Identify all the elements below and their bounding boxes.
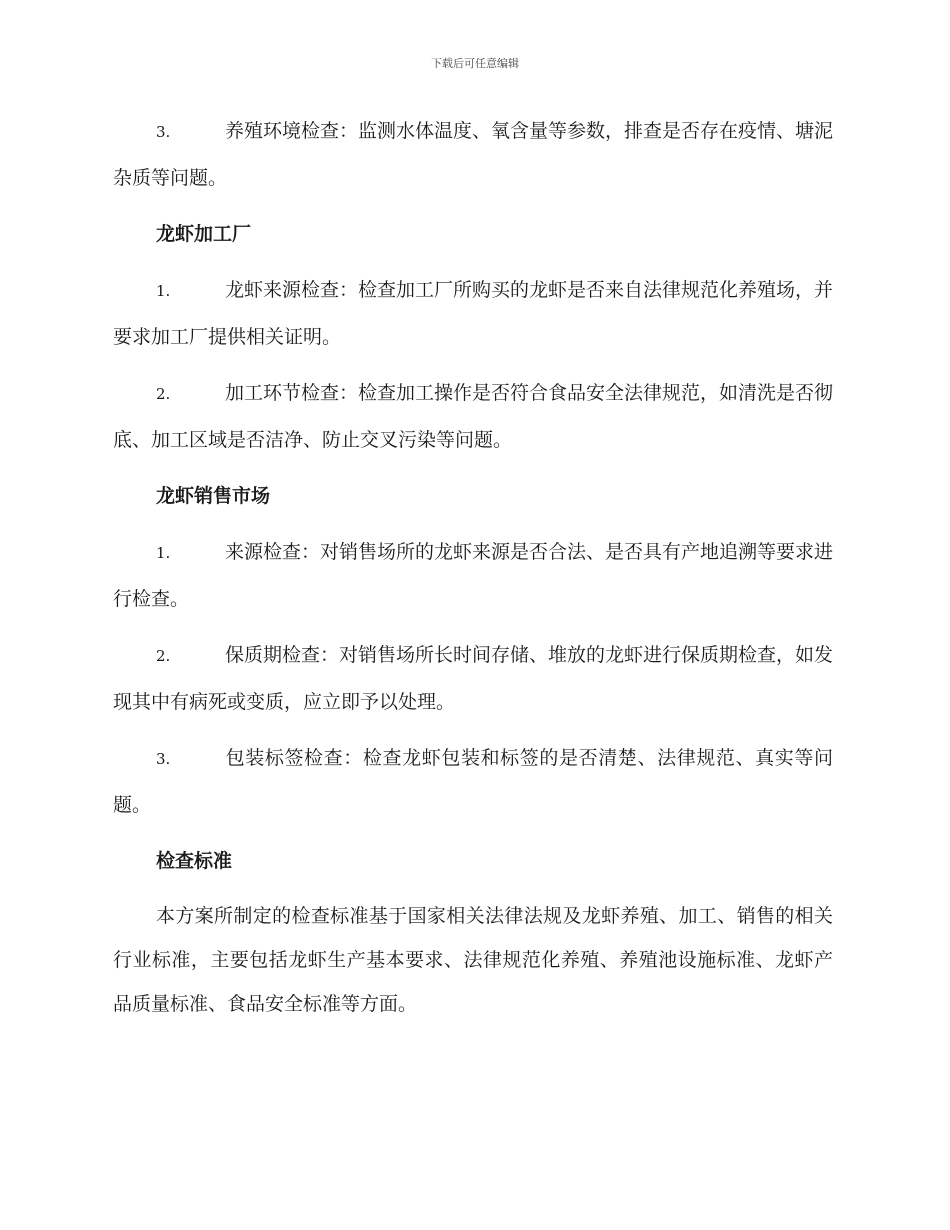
list-item-processing-check	[113, 370, 833, 463]
list-number: 1.	[156, 282, 171, 300]
standards-paragraph: 本方案所制定的检查标准基于国家相关法律法规及龙虾养殖、加工、销售的相关行业标准，主要包括龙虾生产基本要求、法律规范化养殖、养殖池设施标准、龙虾产品质量标准、食品安全标准等方面。	[113, 905, 833, 1015]
list-item-breeding-environment	[113, 108, 833, 201]
list-number: 3.	[156, 750, 171, 768]
document-body	[113, 108, 833, 1026]
list-item-market-source-check	[113, 529, 833, 622]
list-item-text: 龙虾来源检查：检查加工厂所购买的龙虾是否来自法律规范化养殖场，并要求加工厂提供相关证明。	[113, 279, 834, 348]
list-item-text: 养殖环境检查：监测水体温度、氧含量等参数，排查是否存在疫情、塘泥杂质等问题。	[113, 120, 834, 189]
section-heading-market: 龙虾销售市场	[156, 485, 271, 507]
list-item-label-check	[113, 735, 833, 828]
list-item-shelf-life-check	[113, 632, 833, 725]
section-heading-standards: 检查标准	[156, 850, 233, 872]
list-number: 2.	[156, 385, 171, 403]
list-item-source-check	[113, 267, 833, 360]
list-item-text: 加工环节检查：检查加工操作是否符合食品安全法律规范，如清洗是否彻底、加工区域是否洁净、防止交叉污染等问题。	[113, 382, 834, 451]
list-number: 1.	[156, 544, 171, 562]
list-number: 3.	[156, 123, 171, 141]
list-item-text: 保质期检查：对销售场所长时间存储、堆放的龙虾进行保质期检查，如发现其中有病死或变质，应立即予以处理。	[113, 644, 834, 713]
section-heading-processing: 龙虾加工厂	[156, 223, 252, 245]
list-item-text: 来源检查：对销售场所的龙虾来源是否合法、是否具有产地追溯等要求进行检查。	[113, 541, 834, 610]
list-number: 2.	[156, 647, 171, 665]
list-item-text: 包装标签检查：检查龙虾包装和标签的是否清楚、法律规范、真实等问题。	[113, 747, 833, 816]
page-header: 下载后可任意编辑	[431, 57, 519, 70]
